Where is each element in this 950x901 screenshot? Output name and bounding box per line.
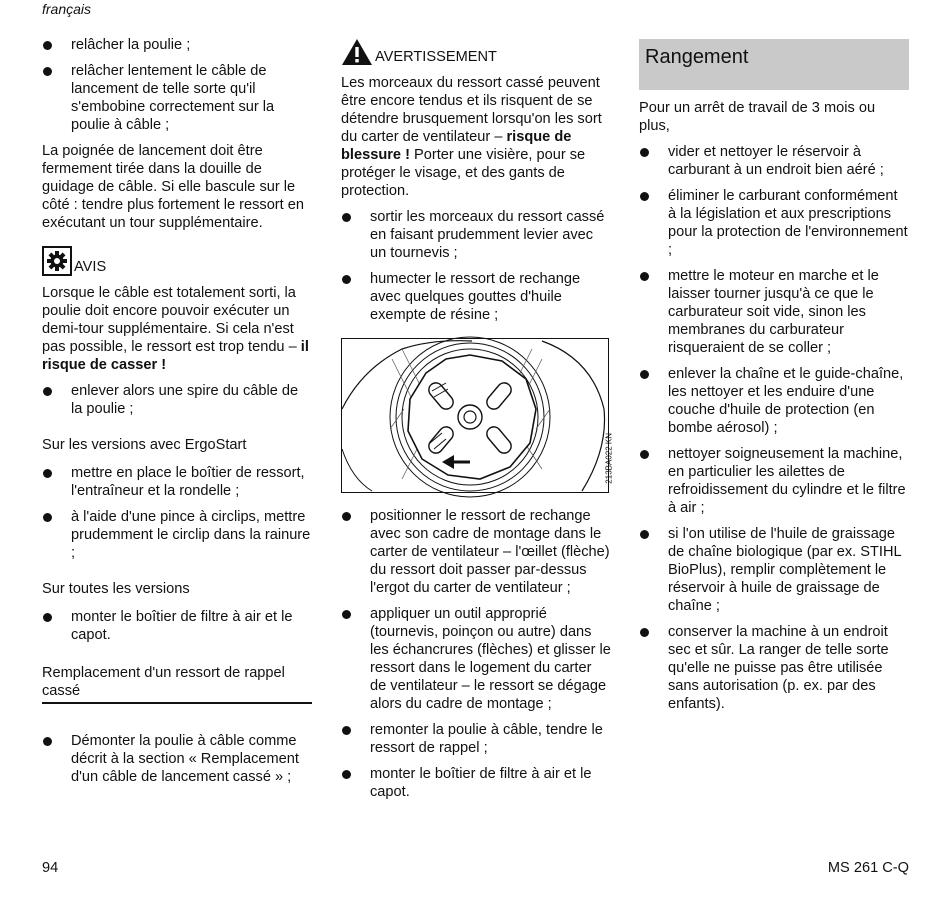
list-item-text: enlever alors une spire du câble de la poulie ; <box>71 383 299 417</box>
list-item <box>639 445 909 517</box>
list-item <box>42 608 312 644</box>
list-item <box>639 267 909 357</box>
list-item-text: relâcher lentement le câble de lancement de telle sorte qu'il s'embobine correctement sur la poulie à câble ; <box>71 63 275 133</box>
list-item <box>42 382 312 418</box>
page-number: 94 <box>42 860 59 876</box>
header-language: français <box>42 1 92 17</box>
list-item-text: mettre le moteur en marche et le laisser tourner jusqu'à ce que le carburateur soit vide, sinon les membranes du carburateur risqueraient de se coller ; <box>668 268 879 356</box>
list-item <box>341 270 611 324</box>
bullet-dot <box>43 67 52 76</box>
list-item <box>42 464 312 500</box>
avis-label: AVIS <box>74 259 107 275</box>
list-item <box>42 62 312 134</box>
avis-bold: il risque de casser ! <box>42 339 309 373</box>
list-item-text: éliminer le carburant conformément à la législation et aux prescriptions pour la protection de l'environnement ; <box>668 188 908 258</box>
bullet-dot <box>640 272 649 281</box>
list-item <box>341 507 611 597</box>
bullet-dot <box>43 513 52 522</box>
list-item-text: si l'on utilise de l'huile de graissage de chaîne biologique (par ex. STIHL BioPlus), remplir complètement le réservoir à huile de graissage de chaîne ; <box>668 526 902 614</box>
bullet-dot <box>342 512 351 521</box>
list-item-text: humecter le ressort de rechange avec quelques gouttes d'huile exempte de résine ; <box>370 271 581 323</box>
bullet-dot <box>342 726 351 735</box>
rangement-intro: Pour un arrêt de travail de 3 mois ou plus, <box>639 100 876 134</box>
spring-drawing <box>342 339 608 492</box>
bullet-dot <box>640 370 649 379</box>
list-item-text: mettre en place le boîtier de ressort, l'entraîneur et la rondelle ; <box>71 465 305 499</box>
list-item-text: Démonter la poulie à câble comme décrit à la section « Remplacement d'un câble de lancement cassé » ; <box>71 733 299 785</box>
bullet-dot <box>43 737 52 746</box>
bullet-dot <box>342 770 351 779</box>
list-item <box>639 525 909 615</box>
bullet-dot <box>43 613 52 622</box>
warning-bold: risque de blessure ! <box>341 129 572 163</box>
list-item-text: remonter la poulie à câble, tendre le ressort de rappel ; <box>370 722 603 756</box>
bullet-dot <box>640 628 649 637</box>
list-item-text: conserver la machine à un endroit sec et sûr. La ranger de telle sorte qu'elle ne puisse pas être utilisée sans autorisation (p. ex. par des enfants). <box>668 624 889 712</box>
subheading-ergostart: Sur les versions avec ErgoStart <box>42 437 247 453</box>
list-item-text: relâcher la poulie ; <box>71 37 191 53</box>
list-item <box>42 732 312 786</box>
list-item <box>341 208 611 262</box>
bullet-dot <box>640 192 649 201</box>
list-item-text: appliquer un outil approprié (tournevis, poinçon ou autre) dans les échancrures (flèches) et glisser le ressort dans le logement du carter de ventilateur – le ressort se dégage alors du cadre de montage ; <box>370 606 611 712</box>
list-item-text: monter le boîtier de filtre à air et le capot. <box>71 609 293 643</box>
list-item <box>341 605 611 713</box>
column-left <box>42 36 312 794</box>
model-name: MS 261 C-Q <box>827 860 909 876</box>
subheading-all-versions: Sur toutes les versions <box>42 581 190 597</box>
list-item-text: vider et nettoyer le réservoir à carburant à un endroit bien aéré ; <box>668 144 884 178</box>
bullet-dot <box>43 387 52 396</box>
list-item-text: monter le boîtier de filtre à air et le capot. <box>370 766 592 800</box>
list-item-text: à l'aide d'une pince à circlips, mettre prudemment le circlip dans la rainure ; <box>71 509 311 561</box>
list-item-text: enlever la chaîne et le guide-chaîne, les nettoyer et les enduire d'une couche d'huile de protection (en bombe aérosol) ; <box>668 366 904 436</box>
spring-illustration <box>341 338 614 493</box>
bullet-dot <box>342 610 351 619</box>
list-item <box>639 623 909 713</box>
warning-triangle-icon <box>341 38 373 66</box>
list-item <box>42 508 312 562</box>
paragraph-handle: La poignée de lancement doit être fermement tirée dans la douille de guidage de câble. Si elle bascule sur le côté : tendre plus fortement le ressort en exécutant un tour supplémentaire. <box>42 143 305 231</box>
bullet-dot <box>342 275 351 284</box>
section-heading-spring-replacement: Remplacement d'un ressort de rappel cassé <box>42 664 312 704</box>
avis-heading <box>42 246 312 276</box>
list-item <box>639 143 909 179</box>
column-right <box>639 36 909 721</box>
list-item <box>639 365 909 437</box>
gear-notice-icon <box>42 246 72 276</box>
bullet-dot <box>342 213 351 222</box>
list-item <box>639 187 909 259</box>
warning-heading <box>341 38 611 66</box>
list-item <box>341 721 611 757</box>
avis-text: Lorsque le câble est totalement sorti, la poulie doit encore pouvoir exécuter un demi-tour supplémentaire. Si cela n'est pas possible, le ressort est trop tendu – il risque de casser ! <box>42 285 309 373</box>
bullet-dot <box>43 41 52 50</box>
list-item-text: positionner le ressort de rechange avec son cadre de montage dans le carter de ventilateur – l'œillet (flèche) du ressort doit passer par-dessus l'ergot du carter de ventilateur ; <box>370 508 610 596</box>
column-middle <box>341 36 614 809</box>
list-item <box>42 36 312 54</box>
list-item-text: nettoyer soigneusement la machine, en particulier les ailettes de refroidissement du cylindre et le filtre à air ; <box>668 446 906 516</box>
bullet-dot <box>640 530 649 539</box>
list-item <box>341 765 611 801</box>
section-title-rangement: Rangement <box>639 39 909 90</box>
figure-code: 213BA022 KN <box>605 433 614 484</box>
warning-text: Les morceaux du ressort cassé peuvent être encore tendus et ils risquent de se détendre brusquement lorsqu'on les sort du carter de ventilateur – risque de blessure ! Porter une visière, pour se protéger le visage, et des gants de protection. <box>341 75 602 199</box>
bullet-dot <box>640 450 649 459</box>
warning-label: AVERTISSEMENT <box>375 49 497 65</box>
bullet-dot <box>640 148 649 157</box>
list-item-text: sortir les morceaux du ressort cassé en faisant prudemment levier avec un tournevis ; <box>370 209 605 261</box>
bullet-dot <box>43 469 52 478</box>
